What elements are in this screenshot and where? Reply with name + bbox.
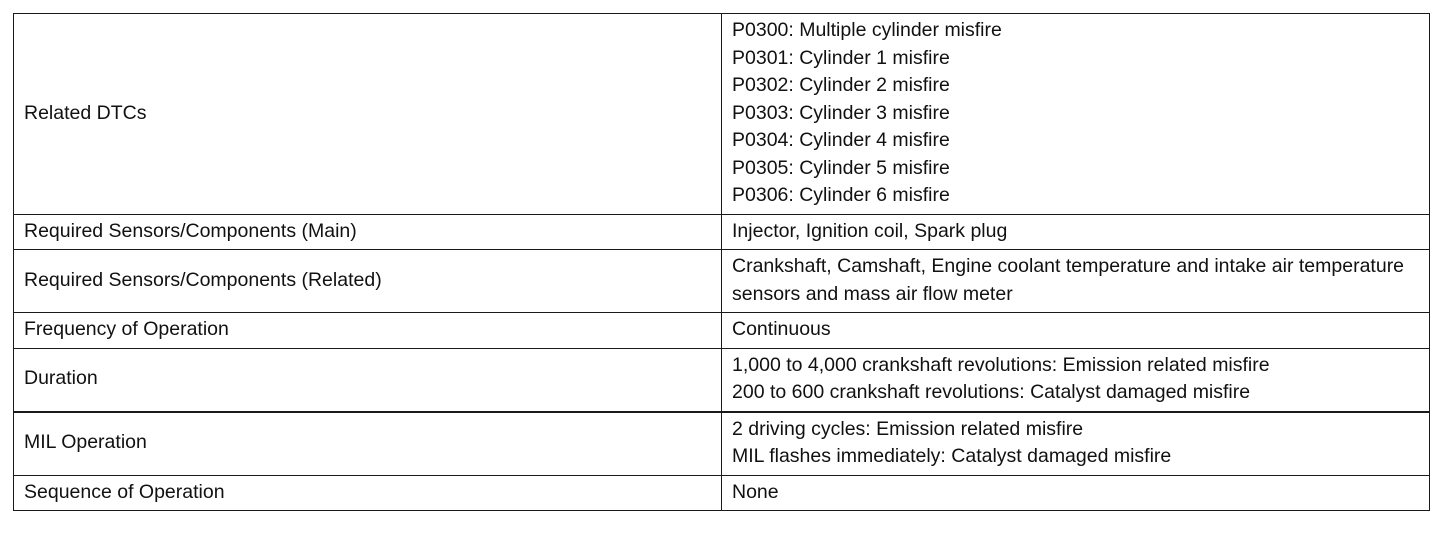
row-value [722,214,1430,250]
row-label: MIL Operation [14,412,722,476]
value-line: Continuous [732,318,831,340]
row-label: Duration [14,348,722,412]
row-value [722,475,1430,511]
row-label: Required Sensors/Components (Related) [14,250,722,313]
table-row [14,475,1430,511]
value-line: 200 to 600 crankshaft revolutions: Catalyst damaged misfire [732,381,1251,403]
row-label: Related DTCs [14,14,722,215]
dtc-line: P0304: Cylinder 4 misfire [732,129,950,151]
monitor-spec-table [13,13,1430,511]
row-value [722,313,1430,349]
value-line: 1,000 to 4,000 crankshaft revolutions: Emission related misfire [732,353,1270,376]
table-row [14,412,1430,476]
value-line: MIL flashes immediately: Catalyst damaged misfire [732,445,1172,467]
value-line: Crankshaft, Camshaft, Engine coolant temperature and intake air temperature sensors and mass air flow meter [732,255,1405,305]
row-label: Sequence of Operation [14,475,722,511]
row-value [722,250,1430,313]
dtc-line: P0302: Cylinder 2 misfire [732,74,950,96]
row-label: Frequency of Operation [14,313,722,349]
row-value [722,412,1430,476]
row-value [722,14,1430,215]
table-row [14,250,1430,313]
dtc-line: P0305: Cylinder 5 misfire [732,156,950,179]
table-row [14,214,1430,250]
row-label: Required Sensors/Components (Main) [14,214,722,250]
dtc-line: P0303: Cylinder 3 misfire [732,101,950,124]
table-row [14,14,1430,215]
dtc-line: P0301: Cylinder 1 misfire [732,46,950,69]
table-row [14,313,1430,349]
row-value [722,348,1430,412]
value-line: Injector, Ignition coil, Spark plug [732,219,1008,242]
table-row [14,348,1430,412]
dtc-line: P0306: Cylinder 6 misfire [732,184,950,206]
value-line: None [732,480,779,503]
dtc-line: P0300: Multiple cylinder misfire [732,19,1002,41]
value-line: 2 driving cycles: Emission related misfire [732,417,1084,440]
